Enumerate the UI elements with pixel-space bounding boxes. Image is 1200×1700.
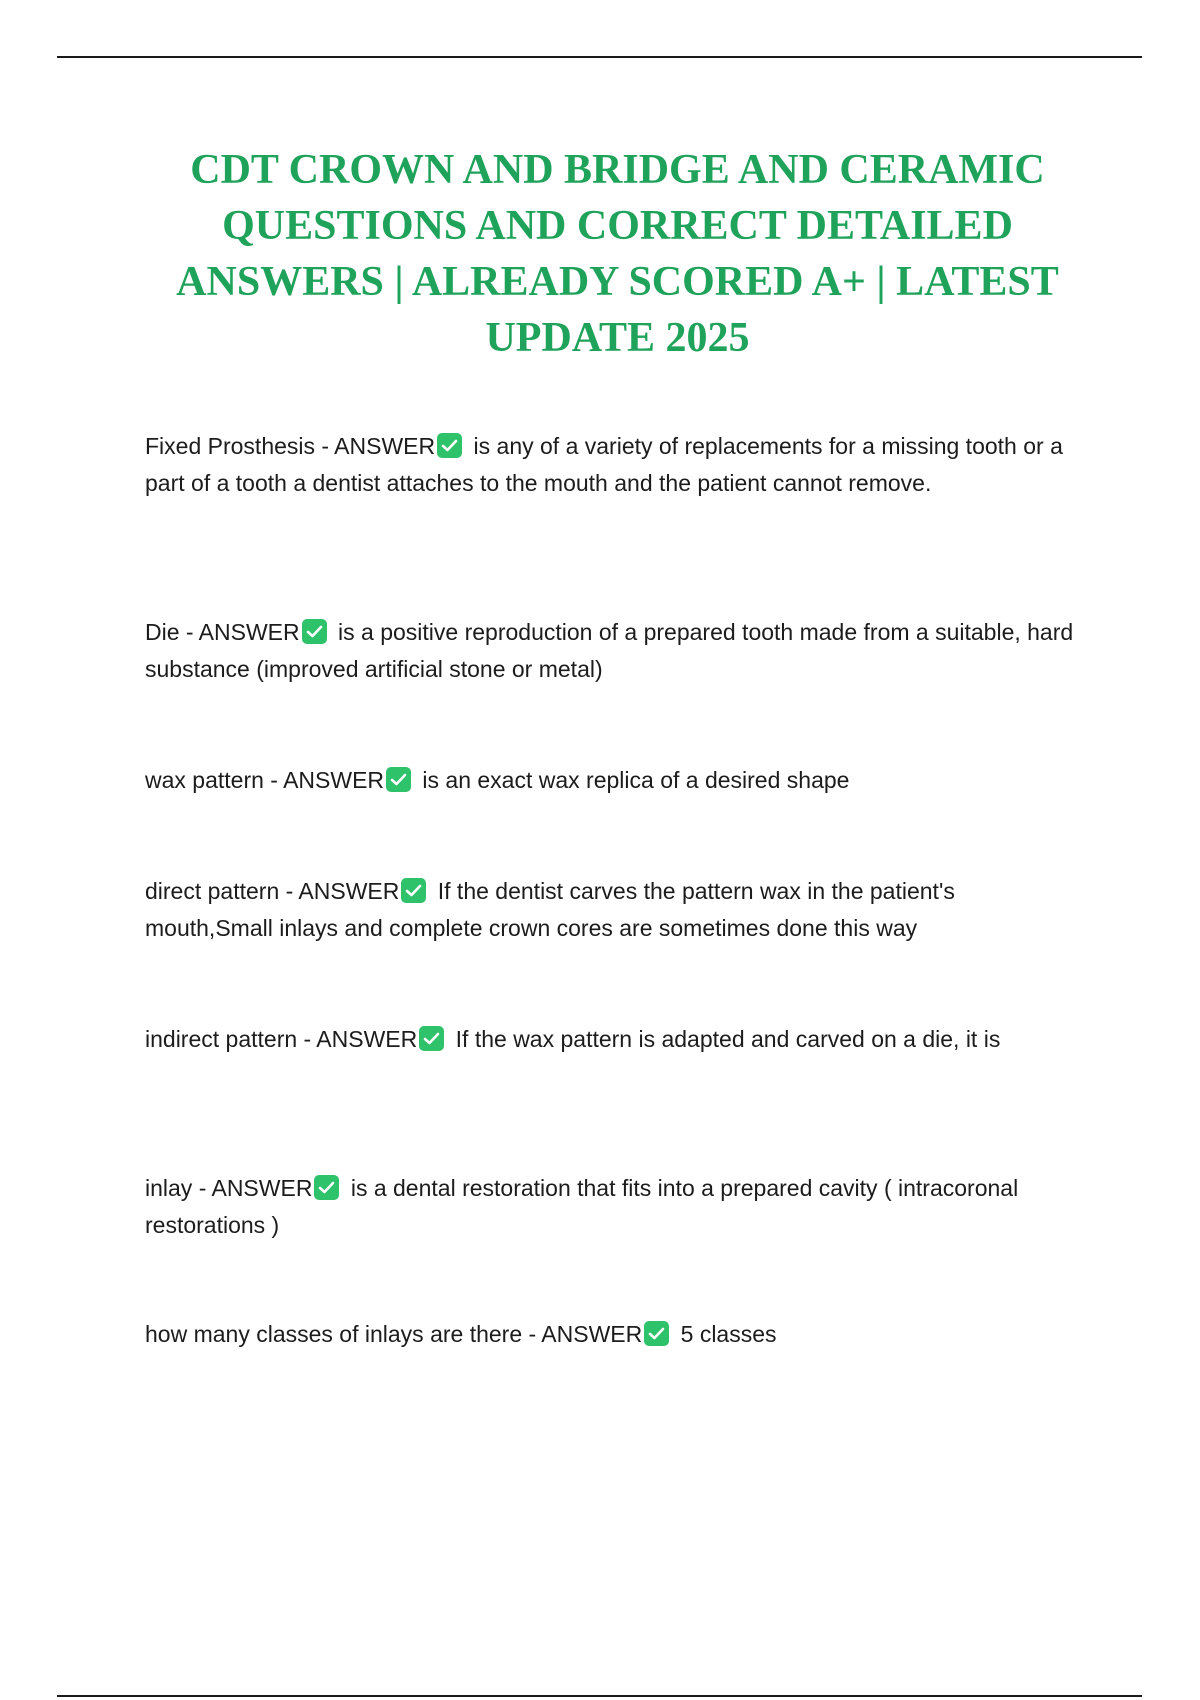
qa-term: direct pattern [145,878,280,904]
bottom-rule [57,1695,1142,1697]
document-title: CDT CROWN AND BRIDGE AND CERAMIC QUESTIONS AND CORRECT DETAILED ANSWERS | ALREADY SCORED A+ | LATEST UPDATE 2025 [176,147,1059,361]
qa-term: indirect pattern [145,1026,298,1052]
qa-answer: If the wax pattern is adapted and carved on a die, it is [455,1026,1001,1052]
qa-term: Die [145,619,180,645]
qa-item [145,873,1085,947]
qa-answer-label: - ANSWER [528,1321,643,1347]
check-icon [401,878,426,903]
qa-answer: is a positive reproduction of a prepared tooth made from a suitable, hard substance (improved artificial stone or metal) [145,619,1074,682]
check-icon [386,767,411,792]
qa-answer-label: - ANSWER [198,1175,313,1201]
qa-answer: is any of a variety of replacements for a missing tooth or a part of a tooth a dentist attaches to the mouth and the patient cannot remove. [145,433,1063,496]
check-icon [437,433,462,458]
qa-item [145,762,1085,799]
qa-term: inlay [145,1175,193,1201]
qa-term: how many classes of inlays are there [145,1321,523,1347]
qa-item [145,428,1085,502]
qa-term: wax pattern [145,767,264,793]
check-icon [302,619,327,644]
qa-answer: is an exact wax replica of a desired shape [422,767,850,793]
check-icon [644,1321,669,1346]
top-rule [57,56,1142,58]
qa-term: Fixed Prosthesis [145,433,316,459]
qa-answer: is a dental restoration that fits into a prepared cavity ( intracoronal restorations ) [145,1175,1019,1238]
check-icon [314,1175,339,1200]
qa-item [145,1021,1085,1058]
qa-answer-label: - ANSWER [303,1026,418,1052]
qa-item [145,1316,1085,1353]
qa-answer: 5 classes [680,1321,777,1347]
qa-answer-label: - ANSWER [321,433,436,459]
check-icon [419,1026,444,1051]
qa-answer-label: - ANSWER [285,878,400,904]
qa-item [145,614,1085,688]
qa-answer: If the dentist carves the pattern wax in the patient's mouth,Small inlays and complete crown cores are sometimes done this way [145,878,955,941]
qa-answer-label: - ANSWER [185,619,300,645]
qa-item [145,1170,1085,1244]
qa-answer-label: - ANSWER [270,767,385,793]
